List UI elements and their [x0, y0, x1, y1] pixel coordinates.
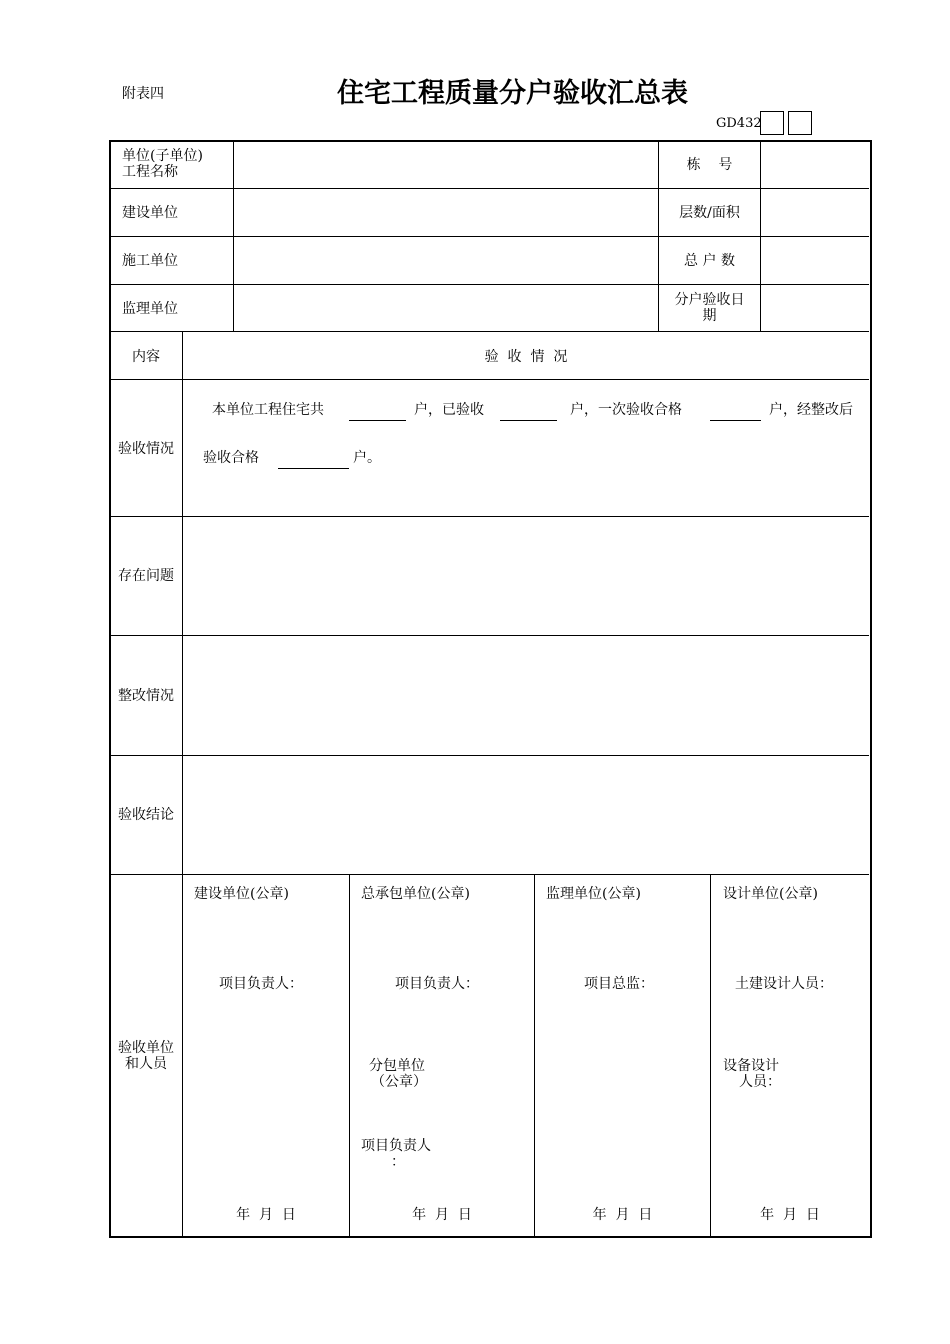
content-header-label: 内容 — [132, 349, 160, 365]
construction-unit-label: 建设单位 — [122, 205, 178, 221]
acceptance-date-field[interactable] — [763, 287, 867, 329]
builder-unit-label: 施工单位 — [122, 253, 178, 269]
signoff-col4-unit: 设计单位(公章) — [723, 886, 818, 902]
signoff-col4-equip-line2: 人员： — [739, 1074, 781, 1090]
signoff-col4-person: 土建设计人员： — [735, 976, 833, 992]
signoff-col2-person: 项目负责人： — [395, 976, 479, 992]
signoff-col1-date: 年 月 日 — [236, 1207, 296, 1223]
signoff-col3-unit: 监理单位(公章) — [546, 886, 641, 902]
acceptance-date-label-line2: 期 — [702, 308, 717, 324]
code-box-2[interactable] — [788, 111, 812, 135]
floors-area-label: 层数/面积 — [679, 205, 740, 221]
after-rectification-blank[interactable] — [278, 452, 349, 469]
accepted-households-blank[interactable] — [500, 404, 557, 421]
conclusion-label: 验收结论 — [118, 807, 174, 823]
total-households-blank[interactable] — [349, 404, 406, 421]
acceptance-text-5: 验收合格 — [203, 450, 259, 466]
total-households-field[interactable] — [763, 239, 867, 282]
signoff-col4-date: 年 月 日 — [760, 1207, 820, 1223]
signoff-col2-unit: 总承包单位(公章) — [361, 886, 470, 902]
supervision-unit-label: 监理单位 — [122, 301, 178, 317]
signoff-col1-person: 项目负责人： — [219, 976, 303, 992]
building-number-field[interactable] — [763, 143, 867, 186]
acceptance-text-1: 本单位工程住宅共 — [212, 402, 324, 418]
construction-unit-field[interactable] — [236, 191, 656, 234]
acceptance-date-label-line1: 分户验收日 — [674, 292, 745, 308]
floors-area-field[interactable] — [763, 191, 867, 234]
acceptance-text-3: 户，一次验收合格 — [570, 402, 682, 418]
signoff-col4-equip-line1: 设备设计 — [723, 1058, 779, 1074]
rectification-field[interactable] — [184, 637, 868, 754]
project-name-label-line2: 工程名称 — [122, 164, 178, 180]
project-name-field[interactable] — [236, 143, 656, 186]
acceptance-text-6: 户。 — [353, 450, 381, 466]
building-number-label: 栋 号 — [686, 157, 733, 173]
acceptance-label: 验收情况 — [118, 441, 174, 457]
signoff-label-line1: 验收单位 — [118, 1040, 174, 1056]
first-pass-blank[interactable] — [710, 404, 761, 421]
signoff-col2-subunit-line2: （公章） — [371, 1074, 427, 1090]
signoff-col1-unit: 建设单位(公章) — [194, 886, 289, 902]
signoff-col2-subunit-line1: 分包单位 — [369, 1058, 425, 1074]
supervision-unit-field[interactable] — [236, 287, 656, 329]
total-households-label: 总 户 数 — [684, 253, 735, 269]
acceptance-text-4: 户，经整改后 — [769, 402, 853, 418]
signoff-col2-date: 年 月 日 — [412, 1207, 472, 1223]
appendix-label: 附表四 — [122, 86, 164, 102]
problems-field[interactable] — [184, 518, 868, 634]
problems-label: 存在问题 — [118, 568, 174, 584]
signoff-col2-subperson-line2: ： — [391, 1154, 405, 1170]
signoff-label-line2: 和人员 — [125, 1056, 167, 1072]
content-header-value: 验 收 情 况 — [484, 349, 568, 365]
acceptance-text-2: 户，已验收 — [414, 402, 484, 418]
signoff-col3-date: 年 月 日 — [592, 1207, 653, 1223]
code-box-1[interactable] — [760, 111, 784, 135]
conclusion-field[interactable] — [184, 757, 868, 873]
project-name-label-line1: 单位(子单位) — [122, 148, 203, 164]
signoff-col2-subperson-line1: 项目负责人 — [361, 1138, 431, 1154]
builder-unit-field[interactable] — [236, 239, 656, 282]
page-title: 住宅工程质量分户验收汇总表 — [337, 78, 688, 109]
form-code: GD432 — [716, 116, 762, 131]
rectification-label: 整改情况 — [118, 688, 174, 704]
signoff-col3-person: 项目总监： — [584, 976, 654, 992]
